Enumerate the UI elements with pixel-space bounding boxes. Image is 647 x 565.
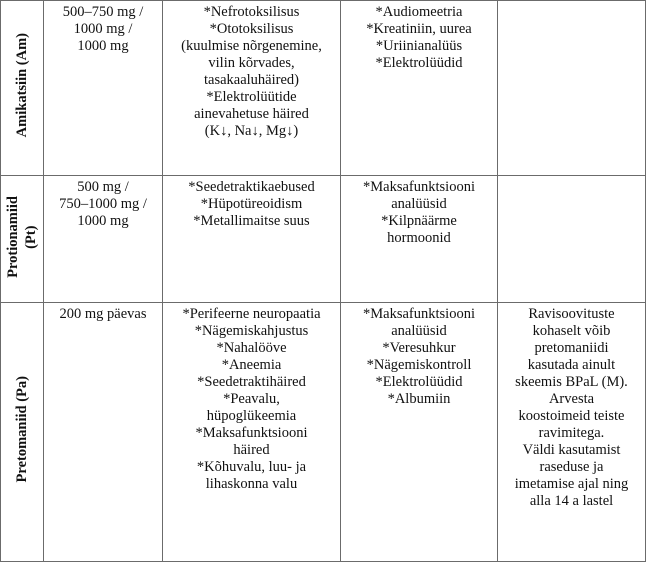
monitoring-line: *Uriinianalüüs xyxy=(375,38,463,54)
dose-cell xyxy=(44,303,163,562)
note-line: raseduse ja xyxy=(539,459,604,475)
side-effect-line: *Nahalööve xyxy=(216,340,287,356)
monitoring-line: *Maksafunktsiooni xyxy=(363,179,475,195)
notes-cell xyxy=(498,303,646,562)
side-effect-line: (kuulmise nõrgenemine, xyxy=(181,38,322,54)
note-line: pretomaniidi xyxy=(534,340,609,356)
dose-line: 1000 mg / xyxy=(73,21,133,37)
side-effect-line: *Hüpotüreoidism xyxy=(200,196,303,212)
dose-cell xyxy=(44,176,163,303)
side-effect-line: *Seedetraktikaebused xyxy=(188,179,315,195)
side-effect-line: *Nefrotoksilisus xyxy=(203,4,300,20)
monitoring-line: *Albumiin xyxy=(387,391,451,407)
dose-line: 200 mg päevas xyxy=(59,306,147,322)
drug-name: Protionamiid (Pt) xyxy=(5,195,39,278)
dose-cell xyxy=(44,1,163,176)
note-line: Arvesta xyxy=(548,391,595,407)
table-row xyxy=(1,303,646,562)
monitoring-line: hormoonid xyxy=(387,230,451,246)
monitoring-line: *Elektrolüüdid xyxy=(375,55,463,71)
side-effect-line: (K↓, Na↓, Mg↓) xyxy=(204,123,299,139)
monitoring-line: *Nägemiskontroll xyxy=(366,357,472,373)
side-effect-line: *Ototoksilisus xyxy=(209,21,294,37)
monitoring-line: *Kilpnäärme xyxy=(381,213,457,229)
monitoring-line: *Veresuhkur xyxy=(382,340,456,356)
monitoring-line: *Maksafunktsiooni xyxy=(363,306,475,322)
dose-line: 1000 mg xyxy=(77,213,129,229)
side-effects-cell xyxy=(163,176,341,303)
note-line: imetamise ajal ning xyxy=(514,476,629,492)
side-effect-line: vilin kõrvades, xyxy=(208,55,295,71)
side-effect-line: *Peavalu, xyxy=(223,391,280,407)
note-line: kohaselt võib xyxy=(532,323,611,339)
side-effect-line: *Maksafunktsiooni xyxy=(195,425,308,441)
notes-cell xyxy=(498,1,646,176)
monitoring-cell xyxy=(341,176,498,303)
note-line: skeemis BPaL (M). xyxy=(515,374,628,390)
side-effect-line: *Perifeerne neuropaatia xyxy=(182,306,321,322)
side-effect-line: ainevahetuse häired xyxy=(194,106,309,122)
side-effect-line: *Elektrolüütide xyxy=(206,89,297,105)
drug-name-cell xyxy=(1,1,44,176)
monitoring-line: analüüsid xyxy=(391,196,447,212)
table-row xyxy=(1,176,646,303)
monitoring-line: *Kreatiniin, uurea xyxy=(366,21,472,37)
monitoring-line: *Audiomeetria xyxy=(375,4,463,20)
dose-line: 500 mg / xyxy=(77,179,129,195)
side-effect-line: hüpoglükeemia xyxy=(206,408,297,424)
side-effect-line: *Nägemiskahjustus xyxy=(194,323,309,339)
side-effect-line: *Metallimaitse suus xyxy=(193,213,310,229)
side-effect-line: *Kõhuvalu, luu- ja xyxy=(196,459,307,475)
note-line: koostoimeid teiste xyxy=(518,408,625,424)
drug-name-cell xyxy=(1,303,44,562)
note-line: ravimitega. xyxy=(538,425,605,441)
side-effect-line: tasakaaluhäired) xyxy=(203,72,299,88)
side-effect-line: *Aneemia xyxy=(221,357,282,373)
drug-name: Amikatsiin (Am) xyxy=(14,33,30,138)
drug-name: Pretomaniid (Pa) xyxy=(14,376,30,483)
notes-cell xyxy=(498,176,646,303)
side-effect-line: häired xyxy=(233,442,270,458)
note-line: Ravisoovituste xyxy=(528,306,615,322)
monitoring-cell xyxy=(341,1,498,176)
dose-line: 1000 mg xyxy=(77,38,129,54)
side-effects-cell xyxy=(163,303,341,562)
note-line: kasutada ainult xyxy=(527,357,616,373)
note-line: Väldi kasutamist xyxy=(522,442,621,458)
monitoring-cell xyxy=(341,303,498,562)
note-line: alla 14 a lastel xyxy=(529,493,614,509)
side-effect-line: lihaskonna valu xyxy=(205,476,298,492)
table-row xyxy=(1,1,646,176)
monitoring-line: analüüsid xyxy=(391,323,447,339)
drug-name-cell xyxy=(1,176,44,303)
side-effects-cell xyxy=(163,1,341,176)
dose-line: 500–750 mg / xyxy=(62,4,144,20)
dose-line: 750–1000 mg / xyxy=(59,196,147,212)
side-effect-line: *Seedetraktihäired xyxy=(197,374,306,390)
monitoring-line: *Elektrolüüdid xyxy=(375,374,463,390)
